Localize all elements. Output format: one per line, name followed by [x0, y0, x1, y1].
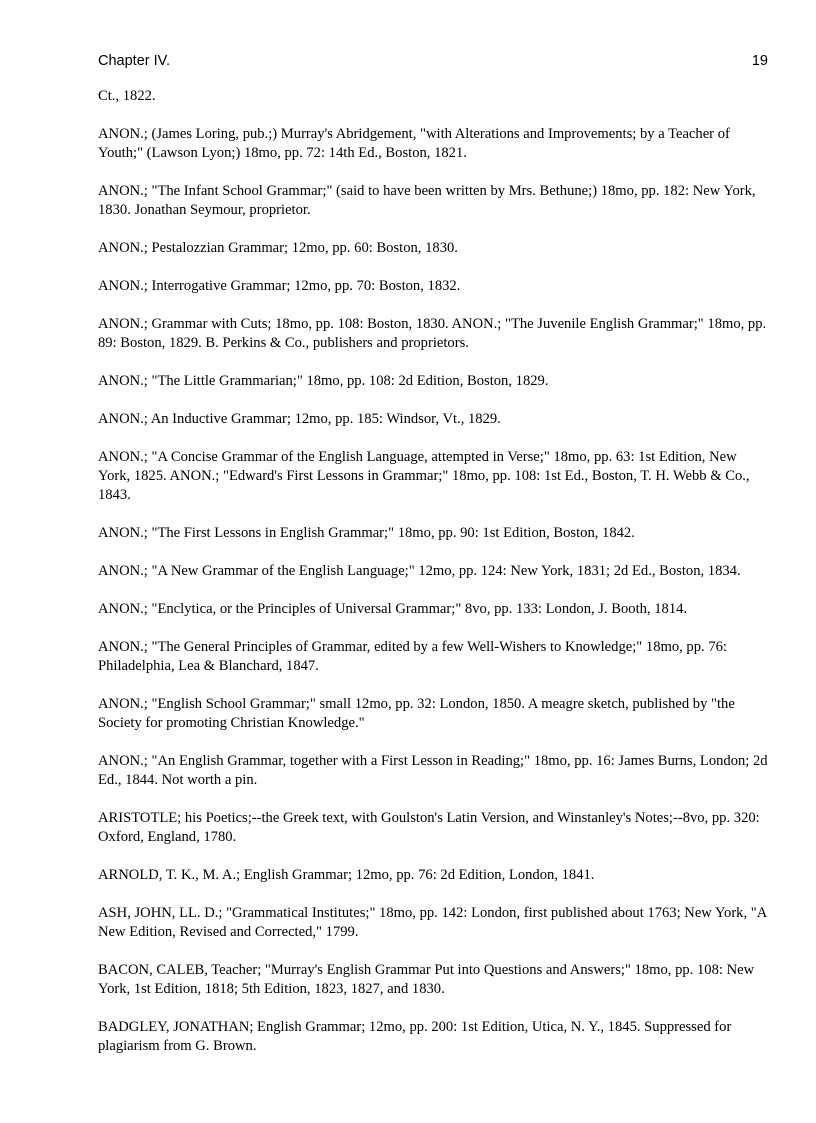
bibliography-entry: ASH, JOHN, LL. D.; "Grammatical Institutes;" 18mo, pp. 142: London, first published about 1763; New York, "A New Edition, Revised and Corrected," 1799. — [98, 905, 767, 940]
bibliography-entry: ANON.; "Enclytica, or the Principles of Universal Grammar;" 8vo, pp. 133: London, J. Booth, 1814. — [98, 601, 688, 617]
bibliography-entry: ANON.; (James Loring, pub.;) Murray's Abridgement, "with Alterations and Improvements; by a Teacher of Youth;" (Lawson Lyon;) 18mo, pp. 72: 14th Ed., Boston, 1821. — [98, 126, 730, 161]
bibliography-entry: BADGLEY, JONATHAN; English Grammar; 12mo, pp. 200: 1st Edition, Utica, N. Y., 1845. Suppressed for plagiarism from G. Brown. — [98, 1019, 732, 1054]
bibliography-entry: ANON.; "An English Grammar, together with a First Lesson in Reading;" 18mo, pp. 16: James Burns, London; 2d Ed., 1844. Not worth a pin. — [98, 753, 768, 788]
page-header — [98, 53, 768, 71]
bibliography-list — [98, 87, 770, 1075]
bibliography-entry: ANON.; "English School Grammar;" small 12mo, pp. 32: London, 1850. A meagre sketch, published by "the Society for promoting Christian Knowledge." — [98, 696, 735, 731]
bibliography-entry: ANON.; "The Infant School Grammar;" (said to have been written by Mrs. Bethune;) 18mo, pp. 182: New York, 1830. Jonathan Seymour, proprietor. — [98, 183, 756, 218]
bibliography-entry: Ct., 1822. — [98, 88, 156, 104]
bibliography-entry: ANON.; An Inductive Grammar; 12mo, pp. 185: Windsor, Vt., 1829. — [98, 411, 501, 427]
bibliography-entry: ANON.; "The General Principles of Grammar, edited by a few Well-Wishers to Knowledge;" 18mo, pp. 76: Philadelphia, Lea & Blanchard, 1847. — [98, 639, 727, 674]
bibliography-entry: ANON.; "The First Lessons in English Grammar;" 18mo, pp. 90: 1st Edition, Boston, 1842. — [98, 525, 635, 541]
bibliography-entry: ANON.; Pestalozzian Grammar; 12mo, pp. 60: Boston, 1830. — [98, 240, 458, 256]
bibliography-entry: BACON, CALEB, Teacher; "Murray's English Grammar Put into Questions and Answers;" 18mo, pp. 108: New York, 1st Edition, 1818; 5th Edition, 1823, 1827, and 1830. — [98, 962, 755, 997]
bibliography-entry: ANON.; "A New Grammar of the English Language;" 12mo, pp. 124: New York, 1831; 2d Ed., Boston, 1834. — [98, 563, 741, 579]
bibliography-entry: ANON.; "A Concise Grammar of the English Language, attempted in Verse;" 18mo, pp. 63: 1st Edition, New York, 1825. ANON.; "Edward's First Lessons in Grammar;" 18mo, pp. 108: 1st Ed., Boston, T. H. Webb & Co., 1843. — [98, 449, 750, 503]
bibliography-entry: ANON.; Interrogative Grammar; 12mo, pp. 70: Boston, 1832. — [98, 278, 461, 294]
bibliography-entry: ARNOLD, T. K., M. A.; English Grammar; 12mo, pp. 76: 2d Edition, London, 1841. — [98, 867, 595, 883]
chapter-title: Chapter IV. — [98, 53, 171, 69]
page-number: 19 — [751, 53, 768, 69]
bibliography-entry: ANON.; "The Little Grammarian;" 18mo, pp. 108: 2d Edition, Boston, 1829. — [98, 373, 549, 389]
bibliography-entry: ANON.; Grammar with Cuts; 18mo, pp. 108: Boston, 1830. ANON.; "The Juvenile English Grammar;" 18mo, pp. 89: Boston, 1829. B. Perkins & Co., publishers and proprietors. — [98, 316, 767, 351]
bibliography-entry: ARISTOTLE; his Poetics;--the Greek text, with Goulston's Latin Version, and Winstanley's Notes;--8vo, pp. 320: Oxford, England, 1780. — [98, 810, 760, 845]
